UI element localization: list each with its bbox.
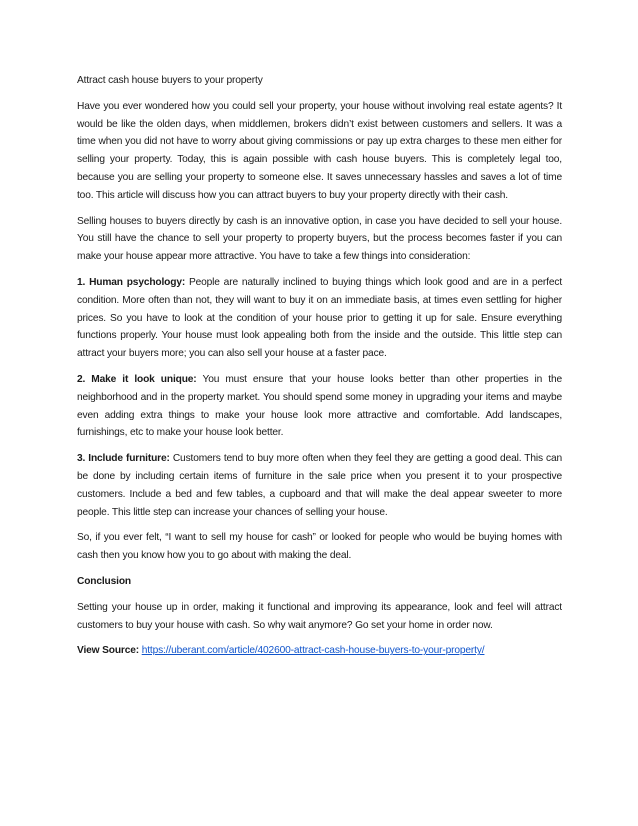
point-heading: 2. Make it look unique: (77, 373, 197, 385)
conclusion-text: Setting your house up in order, making it functional and improving its appearance, look and feel will attract customers to buy your house with cash. So why wait anymore? Go set your home in order now. (77, 601, 562, 631)
point-human-psychology (77, 274, 562, 363)
point-include-furniture (77, 450, 562, 521)
point-text: You must ensure that your house looks better than other properties in the neighborhood and in the property market. You should spend some money in upgrading your items and maybe even adding extra things to make your house look more attractive and comfortable. Add landscapes, furnishings, etc to make your house look better. (77, 373, 562, 439)
document-title: Attract cash house buyers to your property (77, 75, 263, 86)
conclusion-heading: Conclusion (77, 575, 131, 587)
document-page (77, 72, 562, 668)
view-source (77, 642, 562, 660)
point-make-it-look-unique (77, 371, 562, 442)
closing-paragraph: So, if you ever felt, “I want to sell my house for cash” or looked for people who would be buying homes with cash then you know how you to go about with making the deal. (77, 532, 562, 562)
source-label: View Source: (77, 645, 139, 657)
point-text: People are naturally inclined to buying things which look good and are in a perfect condition. More often than not, they will want to buy it on an immediate basis, at times even settling for higher prices. So you have to look at the condition of your house prior to getting it up for sale. Ensure everything functions properly. Your house must look appealing both from the inside and the outside. This little step can attract your buyers more; you can also sell your house at a faster pace. (77, 276, 562, 360)
intro-paragraph: Have you ever wondered how you could sell your property, your house without involving real estate agents? It would be like the olden days, when middlemen, brokers didn’t exist between customers and sellers. It was a time when you did not have to worry about giving commissions or pay up extra charges to these men either for selling your property. Today, this is again possible with cash house buyers. This is completely legal too, because you are selling your property to someone else. It saves unnecessary hassles and saves a lot of time too. This article will discuss how you can attract buyers to buy your property directly with their cash. (77, 100, 562, 201)
point-heading: 1. Human psychology: (77, 276, 186, 288)
source-link[interactable]: https://uberant.com/article/402600-attract-cash-house-buyers-to-your-property/ (141, 645, 485, 657)
point-heading: 3. Include furniture: (77, 453, 170, 465)
second-paragraph: Selling houses to buyers directly by cash is an innovative option, in case you have decided to sell your house. You still have the chance to sell your property to property buyers, but the process becomes faster if you can make your house appear more attractive. You have to take a few things into consideration: (77, 215, 562, 263)
point-text: Customers tend to buy more often when they feel they are getting a good deal. This can be done by including certain items of furniture in the sale price when you present it to your prospective customers. Include a bed and few tables, a cupboard and that will make the deal appear sweeter to more people. This little step can increase your chances of selling your house. (77, 453, 562, 518)
